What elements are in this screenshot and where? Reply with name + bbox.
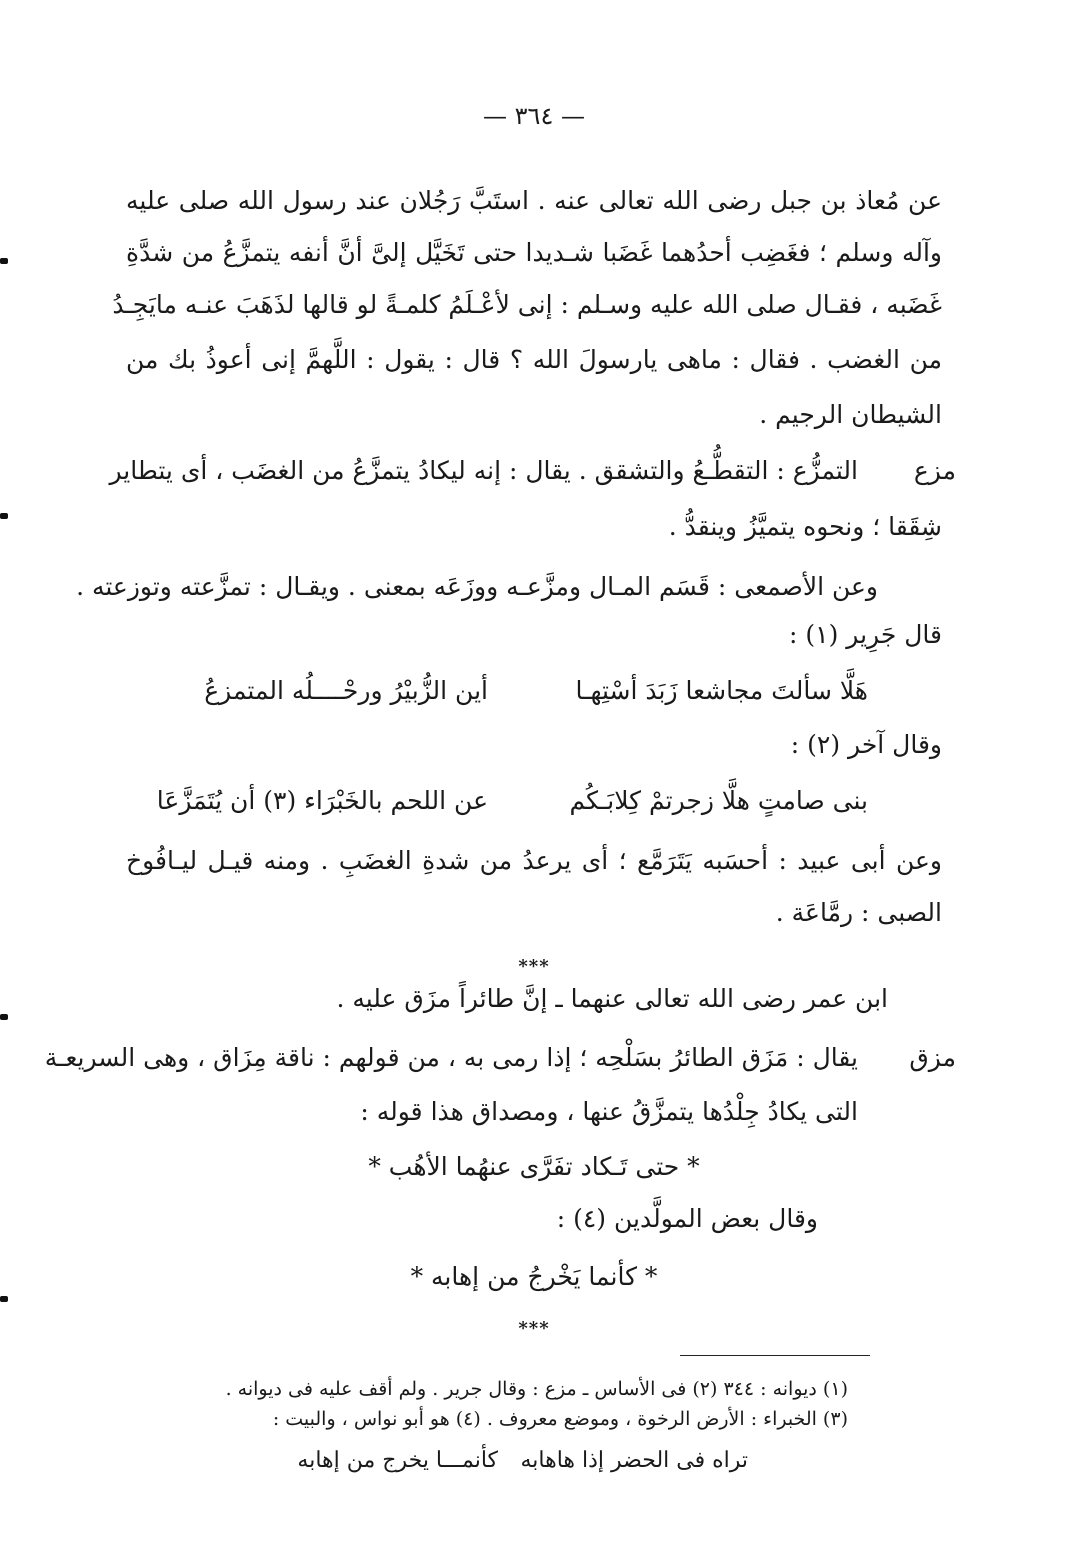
entry-line: وعن أبى عبيد : أحسَبه يَتَرَمَّع ؛ أى يرعدُ من شدةِ الغضَبِ . ومنه قيـل ليـافُوخ [126, 846, 942, 875]
entry-line: شِقَقا ؛ ونحوه يتميَّزُ وينقدُّ . [668, 512, 942, 541]
entry-line: وقال آخر (٢) : [790, 730, 942, 759]
section-separator: *** [518, 956, 550, 977]
entry-line: قال جَرِير (١) : [789, 620, 942, 649]
footnote-line: (٣) الخبراء : الأرض الرخوة ، وموضع معروف . (٤) هو أبو نواس ، والبيت : [272, 1408, 848, 1430]
entry-line: ابن عمر رضى الله تعالى عنهما ـ إنَّ طائراً مزَق عليه . [336, 984, 888, 1013]
footnote-verse-left: كأنمـــا يخرج من إهابه [297, 1448, 498, 1473]
footnote-rule [680, 1355, 870, 1356]
entry-line: وعن الأصمعى : قَسَم المـال ومزَّعـه ووزَعَه بمعنى . ويقـال : تمزَّعته وتوزعته . [76, 572, 878, 601]
verse-hemistich-left: عن اللحم بالخَبْرَاء (٣) أن يُتَمَزَّعَا [156, 786, 488, 815]
entry-line: التى يكادُ جِلْدُها يتمزَّقُ عنها ، ومصداق هذا قوله : [360, 1097, 858, 1126]
verse-hemistich-right: هَلَّا سألتَ مجاشعا زَبَدَ أسْتِهـا [575, 676, 868, 705]
hadith-line: غَضَبه ، فقـال صلى الله عليه وسـلم : إنى لأعْـلَمُ كلمـةً لو قالها لذَهَبَ عنـه مايَجِـدُ [112, 290, 942, 319]
section-separator: *** [518, 1318, 550, 1339]
margin-headword: مزق [909, 1043, 956, 1072]
verse-hemistich-right: بنى صامتٍ هلَّا زجرتمْ كِلابَـكُم [569, 786, 868, 815]
entry-line: الصبى : رمَّاعَة . [775, 898, 942, 927]
scan-edge-mark [0, 1014, 8, 1020]
verse-line: * حتى تَـكاد تفَرَّى عنهُما الأهُب * [368, 1152, 700, 1181]
scan-edge-mark [0, 513, 8, 519]
footnote-line: (١) ديوانه : ٣٤٤ (٢) فى الأساس ـ مزع : وقال جرير . ولم أقف عليه فى ديوانه . [225, 1378, 848, 1400]
page-number: — ٣٦٤ — [483, 102, 585, 130]
scan-edge-mark [0, 258, 8, 264]
footnote-verse-right: تراه فى الحضر إذا هاهابه [520, 1448, 748, 1473]
verse-line: * كأنما يَخْرجُ من إهابه * [410, 1262, 658, 1291]
hadith-line: من الغضب . فقال : ماهى يارسولَ الله ؟ قال : يقول : اللَّهمَّ إنى أعوذُ بك من [126, 345, 942, 374]
hadith-line: وآله وسلم ؛ فغَضِب أحدُهما غَضَبا شـديدا حتى تَخَيَّل إلىَّ أنَّ أنفه يتمزَّعُ من شدَّةِ [126, 238, 942, 267]
entry-line: وقال بعض المولَّدين (٤) : [556, 1204, 818, 1233]
verse-hemistich-left: أين الزُّبيْرُ ورحْــــلُه المتمزعُ [204, 676, 488, 705]
entry-line: يقال : مَزَق الطائرُ بسَلْحِه ؛ إذا رمى به ، من قولهم : ناقة مِزَاق ، وهى السريعـة [44, 1043, 858, 1072]
margin-headword: مزع [913, 456, 956, 485]
hadith-line: الشيطان الرجيم . [759, 400, 942, 429]
scan-edge-mark [0, 1296, 8, 1302]
hadith-line: عن مُعاذ بن جبل رضى الله تعالى عنه . استَبَّ رَجُلان عند رسول الله صلى عليه [126, 186, 942, 215]
entry-line: التمزُّع : التقطُّـعُ والتشقق . يقال : إنه ليكادُ يتمزَّعُ من الغضَب ، أى يتطاير [109, 456, 858, 485]
